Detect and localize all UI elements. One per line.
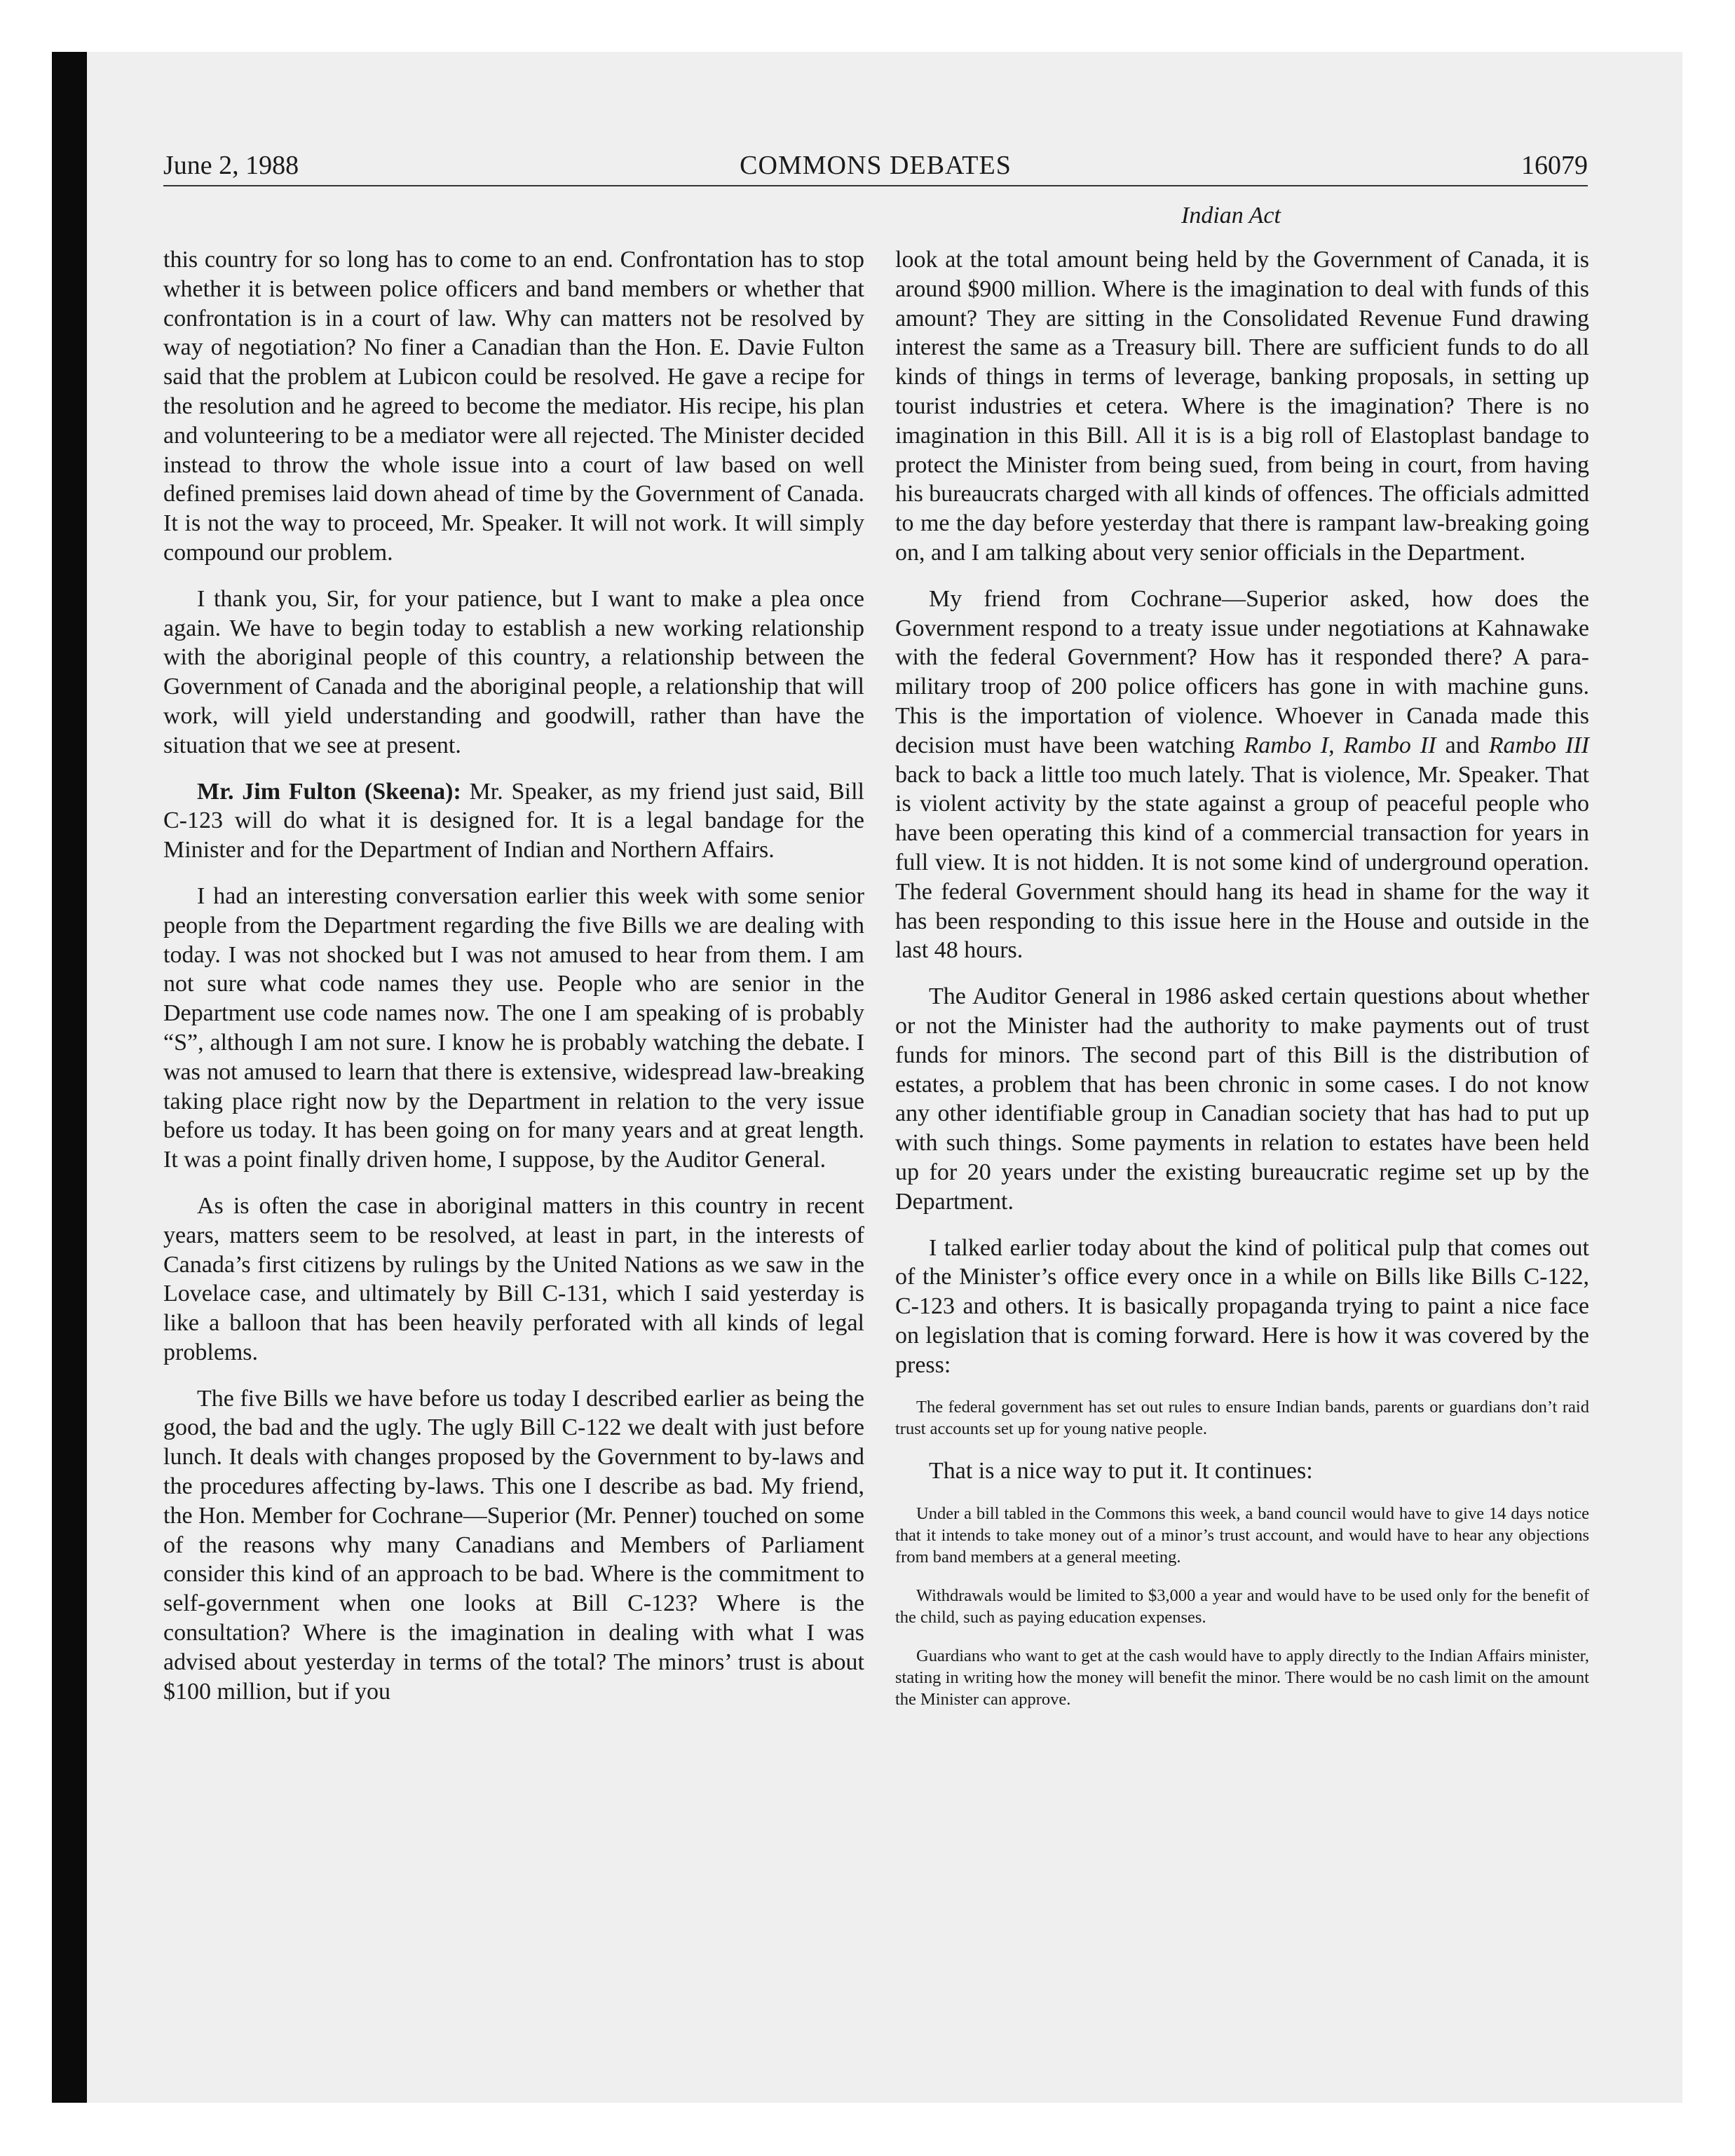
paragraph: The five Bills we have before us today I described earlier as being the good, the bad and the ugly. The ugly Bill C-122 we dealt with just before lunch. It deals with changes proposed by the Government to by-laws and the procedures affecting by-laws. This one I describe as bad. My friend, the Hon. Member for Cochrane—Superior (Mr. Penner) touched on some of the reasons why many Canadians and Members of Parliament consider this kind of an approach to be bad. Where is the commitment to self-government when one looks at Bill C-123? Where is the consultation? Where is the imagination in dealing with what I was advised about yesterday in terms of the total? The minors’ trust is about $100 million, but if you: [163, 1385, 864, 1705]
text-run: and: [1436, 732, 1489, 758]
header-date: June 2, 1988: [163, 151, 299, 180]
paragraph: this country for so long has to come to an end. Confrontation has to stop whether it is between police officers and band members or whether that confrontation is in a court of law. Why can matters not be resolved by way of negotiation? No finer a Canadian than the Hon. E. Davie Fulton said that the problem at Lubicon could be resolved. He gave a recipe for the resolution and he agreed to become the mediator. His recipe, his plan and volunteering to be a mediator were all rejected. The Minister decided instead to throw the whole issue into a court of law based on well defined premises laid down ahead of time by the Government of Canada. It is not the way to proceed, Mr. Speaker. It will not work. It will simply compound our problem.: [163, 247, 864, 566]
text-run: My friend from Cochrane—Superior asked, how does the Government respond to a treaty issue under negotiations at Kahnawake with the federal Government? How has it responded there? A para-military troop of 200 police officers has gone in with machine guns. This is the importation of violence. Whoever in Canada made this decision must have been watching: [895, 585, 1589, 758]
running-head: [163, 144, 1588, 186]
speech-text: Mr. Speaker, as my friend just said, Bill C-123 will do what it is designed for. It is a legal bandage for the Minister and for the Department of Indian and Northern Affairs.: [163, 778, 864, 864]
paragraph: look at the total amount being held by the Government of Canada, it is around $900 million. Where is the imagination to deal with funds of this amount? They are sitting in the Consolidated Revenue Fund drawing interest the same as a Treasury bill. There are sufficient funds to do all kinds of things in terms of leverage, banking proposals, in setting up tourist industries et cetera. Where is the imagination? There is no imagination in this Bill. All it is is a big roll of Elastoplast bandage to protect the Minister from being sued, from being in court, from having his bureaucrats charged with all kinds of offences. The officials admitted to me the day before yesterday that there is rampant law-breaking going on, and I am talking about very senior officials in the Department.: [895, 247, 1589, 566]
paragraph: The Auditor General in 1986 asked certain questions about whether or not the Minister had the authority to make payments out of trust funds for minors. The second part of this Bill is the distribution of estates, a problem that has been chronic in some cases. I do not know any other identifiable group in Canadian society that has had to put up with such things. Some payments in relation to estates have been held up for 20 years under the existing bureaucratic regime set up by the Department.: [895, 983, 1589, 1215]
paragraph: [163, 777, 864, 865]
left-column: [163, 245, 864, 1723]
header-subject: Indian Act: [1181, 203, 1281, 228]
header-rule: [163, 185, 1588, 186]
binding-edge: [52, 52, 87, 2103]
paragraph: As is often the case in aboriginal matters in this country in recent years, matters seem to be resolved, at least in part, in the interests of Canada’s first citizens by rulings by the United Nations as we saw in the Lovelace case, and ultimately by Bill C-131, which I said yesterday is like a balloon that has been heavily perforated with all kinds of legal problems.: [163, 1192, 864, 1365]
paragraph: [895, 585, 1589, 965]
press-quote: Withdrawals would be limited to $3,000 a year and would have to be used only for the benefit of the child, such as paying education expenses.: [895, 1586, 1589, 1628]
film-title: Rambo III: [1488, 732, 1589, 758]
header-publication: COMMONS DEBATES: [740, 151, 1012, 180]
paragraph: I talked earlier today about the kind of political pulp that comes out of the Minister’s office every once in a while on Bills like Bills C-122, C-123 and others. It is basically propaganda trying to paint a nice face on legislation that is coming forward. Here is how it was covered by the press:: [895, 1234, 1589, 1378]
right-column: [895, 245, 1589, 1727]
film-title: Rambo I, Rambo II: [1244, 732, 1436, 758]
press-quote: The federal government has set out rules to ensure Indian bands, parents or guardians don’t raid trust accounts set up for young native people.: [895, 1398, 1589, 1439]
speaker-name: Mr. Jim Fulton (Skeena):: [197, 778, 461, 805]
press-quote: Guardians who want to get at the cash would have to apply directly to the Indian Affairs minister, stating in writing how the money will benefit the minor. There would be no cash limit on the amount the Minister can approve.: [895, 1646, 1589, 1710]
press-quote: Under a bill tabled in the Commons this week, a band council would have to give 14 days notice that it intends to take money out of a minor’s trust account, and would have to hear any objections from band members at a general meeting.: [895, 1504, 1589, 1567]
paragraph: I thank you, Sir, for your patience, but I want to make a plea once again. We have to begin today to establish a new working relationship with the aboriginal people of this country, a relationship between the Government of Canada and the aboriginal people, a relationship that will work, will yield understanding and goodwill, rather than have the situation that we see at present.: [163, 585, 864, 758]
paragraph: I had an interesting conversation earlier this week with some senior people from the Department regarding the five Bills we are dealing with today. I was not shocked but I was not amused to hear from them. I am not sure what code names they use. People who are senior in the Department use code names now. The one I am speaking of is probably “S”, although I am not sure. I know he is probably watching the debate. I was not amused to learn that there is extensive, widespread law-breaking taking place right now by the Department in relation to the very issue before us today. It has been going on for many years and at great length. It was a point finally driven home, I suppose, by the Auditor General.: [163, 882, 864, 1173]
text-run: back to back a little too much lately. That is violence, Mr. Speaker. That is violent activity by the state against a group of peaceful people who have been operating this kind of a commercial transaction for years in full view. It is not hidden. It is not some kind of underground operation. The federal Government should hang its head in shame for the way it has been responding to this issue here in the House and outside in the last 48 hours.: [895, 761, 1589, 964]
paragraph: That is a nice way to put it. It continues:: [929, 1458, 1313, 1485]
header-page-number: 16079: [1521, 151, 1588, 180]
